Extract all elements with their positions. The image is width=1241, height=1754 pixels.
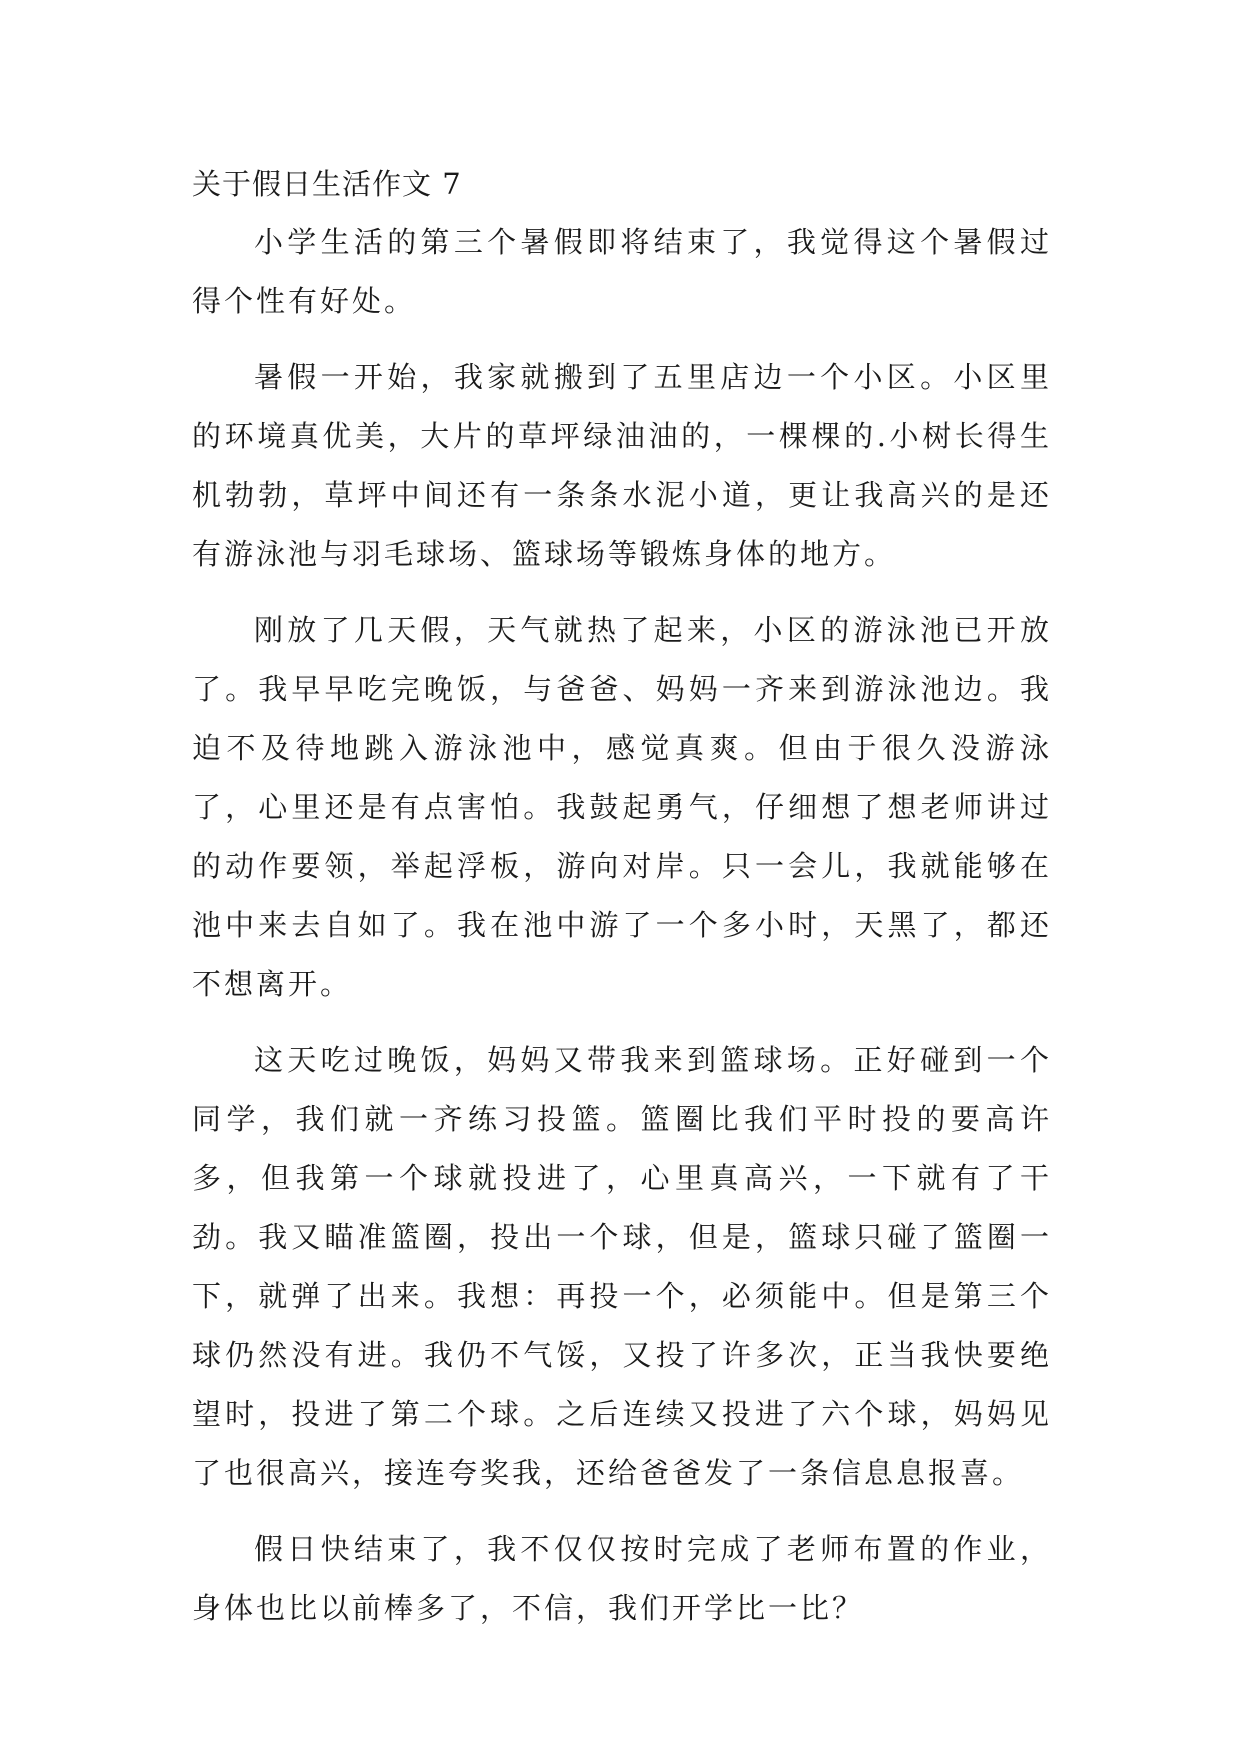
paragraph-3: 刚放了几天假，天气就热了起来，小区的游泳池已开放了。我早早吃完晚饭，与爸爸、妈妈一齐来到游泳池边。我迫不及待地跳入游泳池中，感觉真爽。但由于很久没游泳了，心里还是有点害怕。我鼓起勇气，仔细想了想老师讲过的动作要领，举起浮板，游向对岸。只一会儿，我就能够在池中来去自如了。我在池中游了一个多小时，天黑了，都还不想离开。: [192, 613, 1052, 1001]
paragraph-2: 暑假一开始，我家就搬到了五里店边一个小区。小区里的环境真优美，大片的草坪绿油油的，一棵棵的.小树长得生机勃勃，草坪中间还有一条条水泥小道，更让我高兴的是还有游泳池与羽毛球场、篮球场等锻炼身体的地方。: [192, 360, 1052, 571]
paragraph-4: 这天吃过晚饭，妈妈又带我来到篮球场。正好碰到一个同学，我们就一齐练习投篮。篮圈比我们平时投的要高许多，但我第一个球就投进了，心里真高兴，一下就有了干劲。我又瞄准篮圈，投出一个球，但是，篮球只碰了篮圈一下，就弹了出来。我想：再投一个，必须能中。但是第三个球仍然没有进。我仍不气馁，又投了许多次，正当我快要绝望时，投进了第二个球。之后连续又投进了六个球，妈妈见了也很高兴，接连夸奖我，还给爸爸发了一条信息息报喜。: [192, 1043, 1052, 1490]
paragraph-5: 假日快结束了，我不仅仅按时完成了老师布置的作业，身体也比以前棒多了，不信，我们开学比一比？: [192, 1532, 1052, 1625]
document-page: [192, 155, 1052, 1655]
paragraph-1: 小学生活的第三个暑假即将结束了，我觉得这个暑假过得个性有好处。: [192, 225, 1052, 318]
document-title: 关于假日生活作文 7: [192, 167, 462, 201]
